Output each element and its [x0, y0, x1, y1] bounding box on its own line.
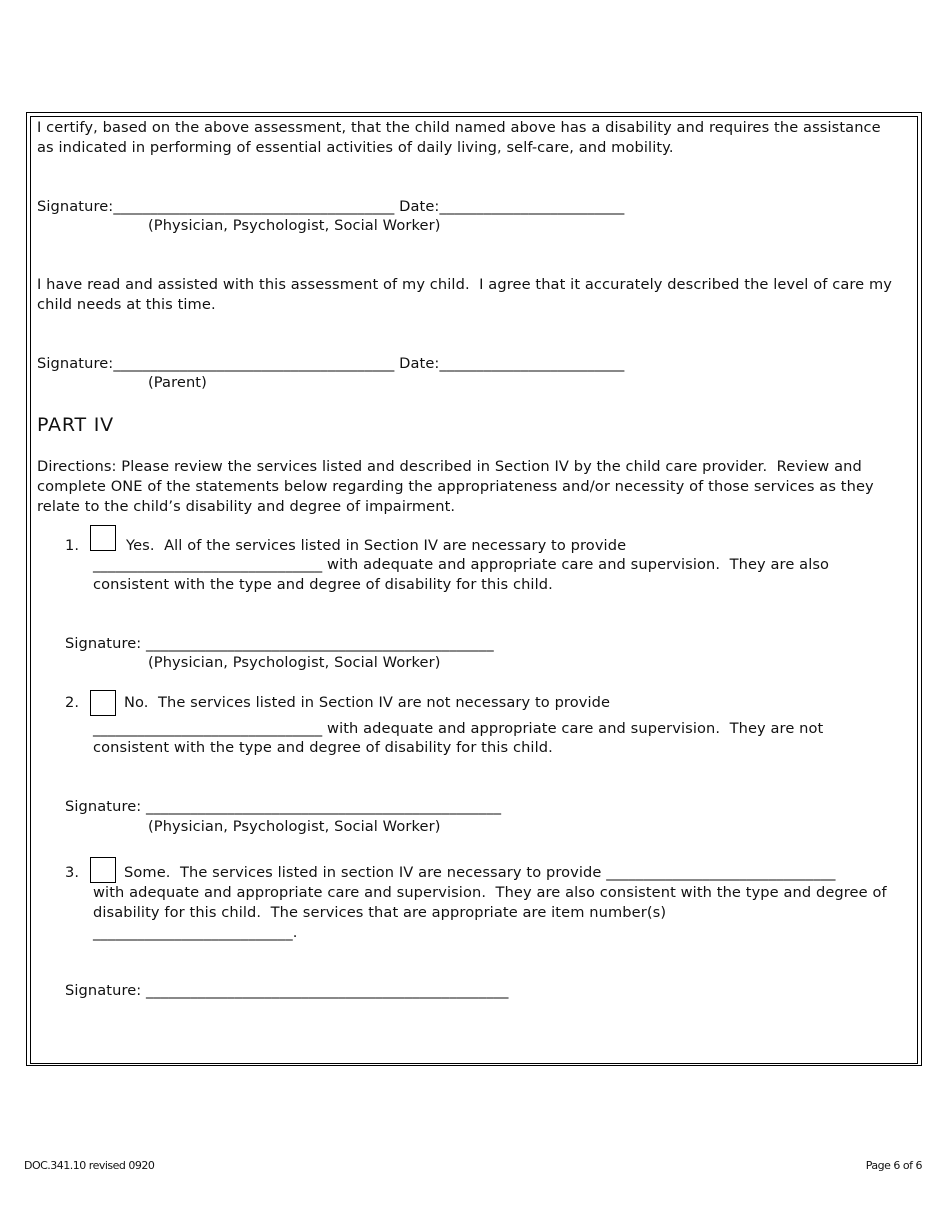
option-3-some-checkbox[interactable] [90, 857, 116, 883]
certifier-signature-role: (Physician, Psychologist, Social Worker) [148, 217, 441, 234]
option-1-signature-role: (Physician, Psychologist, Social Worker) [148, 654, 441, 671]
option-3-text-line-1: Some. The services listed in section IV are necessary to provide _______________________________ [124, 864, 836, 881]
option-3-text-line-2: with adequate and appropriate care and supervision. They are also consistent with the type and degree of [93, 884, 887, 901]
option-2-text-line-1: No. The services listed in Section IV are not necessary to provide [124, 694, 611, 711]
part-iv-heading: PART IV [37, 414, 114, 436]
option-3-text-line-3: disability for this child. The services that are appropriate are item number(s) [93, 904, 667, 921]
directions-line-1: Directions: Please review the services listed and described in Section IV by the child care provider. Review and [37, 458, 862, 475]
option-2-number: 2. [65, 694, 80, 711]
certifier-signature-date-field[interactable]: Signature:______________________________________ Date:_________________________ [37, 198, 625, 215]
certification-text-line-2: as indicated in performing of essential activities of daily living, self-care, and mobility. [37, 139, 674, 156]
option-2-text-line-2: _______________________________ with adequate and appropriate care and supervision. They are not [93, 720, 824, 737]
option-2-signature-field[interactable]: Signature: ________________________________________________ [65, 798, 502, 815]
parent-signature-date-field[interactable]: Signature:______________________________________ Date:_________________________ [37, 355, 625, 372]
directions-line-2: complete ONE of the statements below regarding the appropriateness and/or necessity of those services as they [37, 478, 874, 495]
page-number: Page 6 of 6 [865, 1159, 922, 1172]
option-1-yes-checkbox[interactable] [90, 525, 116, 551]
option-1-signature-field[interactable]: Signature: _______________________________________________ [65, 635, 494, 652]
option-1-text-line-1: Yes. All of the services listed in Section IV are necessary to provide [126, 537, 627, 554]
option-3-item-numbers-field[interactable]: ___________________________. [93, 924, 298, 941]
parent-signature-role: (Parent) [148, 374, 207, 391]
option-1-number: 1. [65, 537, 80, 554]
option-1-text-line-3: consistent with the type and degree of disability for this child. [93, 576, 553, 593]
form-id: DOC.341.10 revised 0920 [24, 1159, 155, 1172]
option-2-no-checkbox[interactable] [90, 690, 116, 716]
option-2-signature-role: (Physician, Psychologist, Social Worker) [148, 818, 441, 835]
parent-statement-line-1: I have read and assisted with this assessment of my child. I agree that it accurately described the level of care my [37, 276, 893, 293]
directions-line-3: relate to the child’s disability and degree of impairment. [37, 498, 456, 515]
certification-text-line-1: I certify, based on the above assessment, that the child named above has a disability and requires the assistance [37, 119, 881, 136]
option-1-text-line-2: _______________________________ with adequate and appropriate care and supervision. They are also [93, 556, 830, 573]
parent-statement-line-2: child needs at this time. [37, 296, 216, 313]
option-3-signature-field[interactable]: Signature: _________________________________________________ [65, 982, 509, 999]
option-2-text-line-3: consistent with the type and degree of disability for this child. [93, 739, 553, 756]
option-3-number: 3. [65, 864, 80, 881]
